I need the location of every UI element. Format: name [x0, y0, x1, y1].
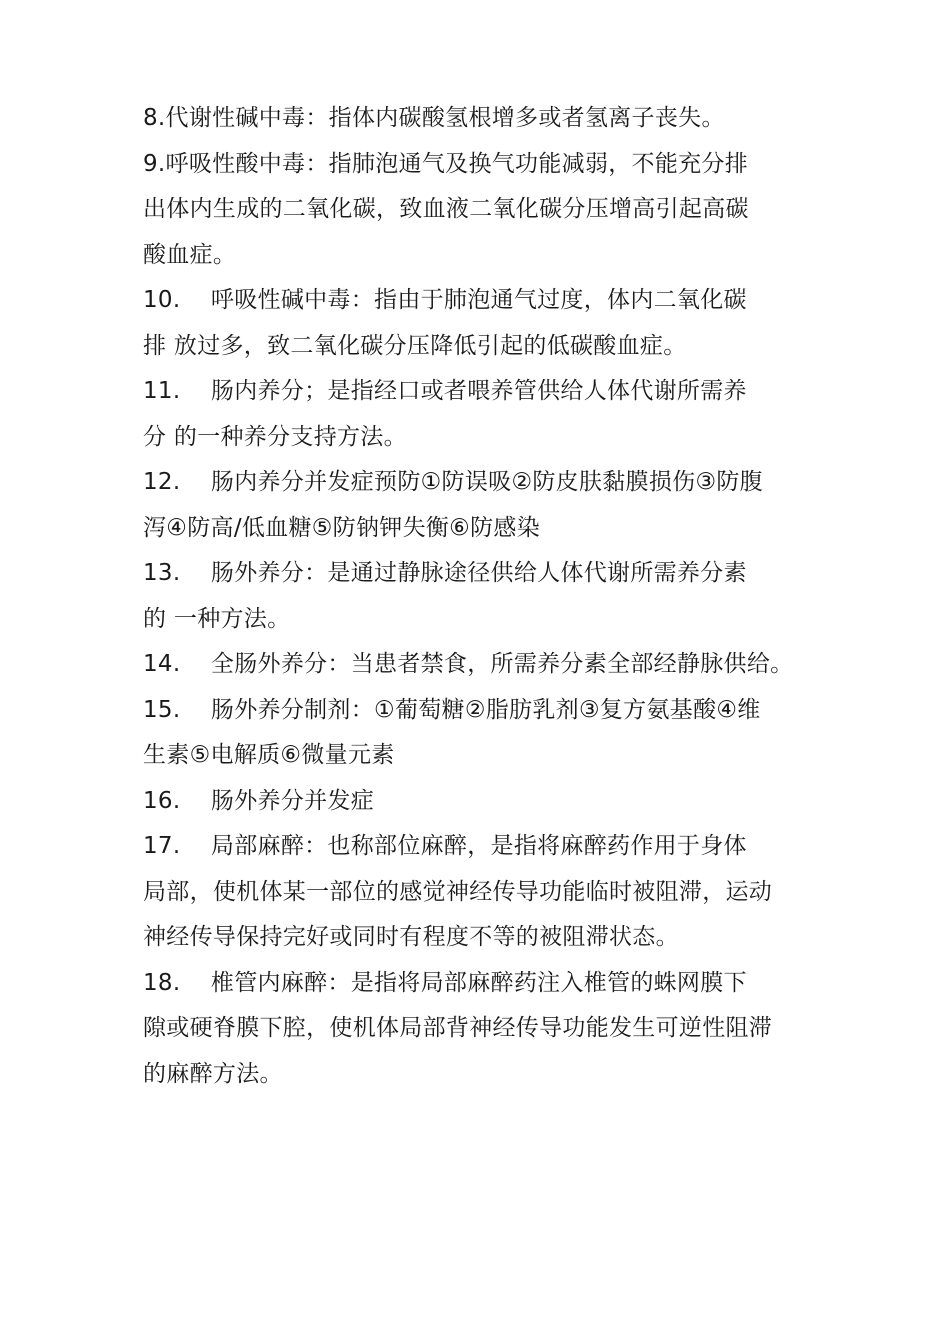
text-line: 隙或硬脊膜下腔，使机体局部背神经传导功能发生可逆性阻滞 [143, 1015, 773, 1041]
text-line: 排 放过多，致二氧化碳分压降低引起的低碳酸血症。 [143, 332, 687, 359]
text-line: 10. 呼吸性碱中毒：指由于肺泡通气过度，体内二氧化碳 [143, 287, 747, 313]
text-line: 酸血症。 [143, 241, 237, 268]
text-line: 生素⑤电解质⑥微量元素 [143, 742, 395, 768]
text-line: 9.呼吸性酸中毒：指肺泡通气及换气功能减弱，不能充分排 [143, 150, 749, 177]
text-line: 局部，使机体某一部位的感觉神经传导功能临时被阻滞，运动 [143, 878, 773, 905]
text-line: 14. 全肠外养分：当患者禁食，所需养分素全部经静脉供给。 [143, 651, 794, 677]
text-line: 17. 局部麻醉：也称部位麻醉，是指将麻醉药作用于身体 [143, 833, 747, 859]
text-line: 神经传导保持完好或同时有程度不等的被阻滞状态。 [143, 924, 679, 950]
text-line: 的麻醉方法。 [143, 1060, 283, 1087]
text-line: 16. 肠外养分并发症 [143, 787, 375, 814]
text-line: 13. 肠外养分：是通过静脉途径供给人体代谢所需养分素 [143, 560, 747, 586]
text-line: 出体内生成的二氧化碳，致血液二氧化碳分压增高引起高碳 [143, 196, 749, 222]
text-line: 11. 肠内养分；是指经口或者喂养管供给人体代谢所需养 [143, 378, 747, 404]
text-line: 泻④防高/低血糖⑤防钠钾失衡⑥防感染 [143, 514, 541, 541]
text-line: 15. 肠外养分制剂：①葡萄糖②脂肪乳剂③复方氨基酸④维 [143, 696, 761, 723]
text-line: 8.代谢性碱中毒：指体内碳酸氢根增多或者氢离子丧失。 [143, 105, 725, 131]
text-line: 分 的一种养分支持方法。 [143, 423, 407, 450]
text-line: 的 一种方法。 [143, 605, 291, 632]
document-body [143, 96, 823, 1097]
text-line: 18. 椎管内麻醉：是指将局部麻醉药注入椎管的蛛网膜下 [143, 969, 747, 996]
text-line: 12. 肠内养分并发症预防①防误吸②防皮肤黏膜损伤③防腹 [143, 469, 763, 495]
